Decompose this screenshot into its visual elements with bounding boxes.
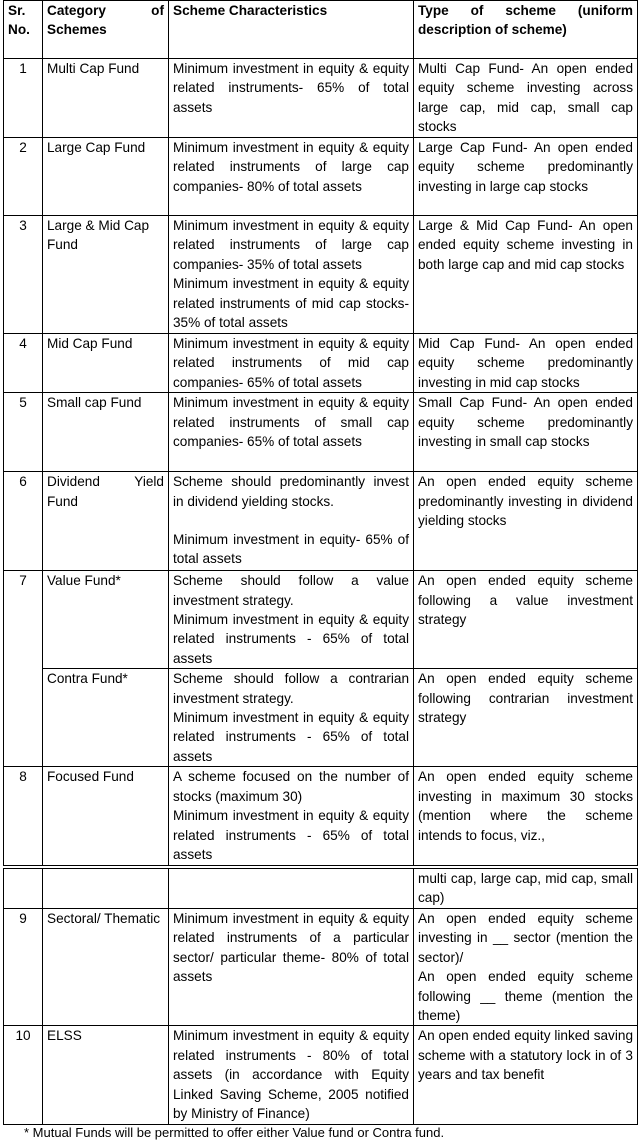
characteristics-text: Scheme should predominantly invest in dividend yielding stocks. <box>173 474 409 509</box>
type-text: An open ended equity scheme investing in maximum 30 stocks (mention where the scheme intends to focus, viz., <box>418 769 633 843</box>
table-row <box>4 59 638 138</box>
table-row <box>4 571 638 669</box>
characteristics-text: Minimum investment in equity & equity related instruments of a particular sector/ particular theme- 80% of total assets <box>173 911 409 985</box>
header-characteristics: Scheme Characteristics <box>169 1 414 59</box>
row-type <box>414 334 638 393</box>
characteristics-text: Minimum investment in equity & equity related instruments of large cap companies- 35% of total assets <box>173 218 409 272</box>
header-category: Category of Schemes <box>43 1 169 59</box>
type-text: multi cap, large cap, mid cap, small cap) <box>418 871 633 906</box>
row-type <box>414 1026 638 1125</box>
table-header-row <box>4 1 638 59</box>
row-type <box>414 393 638 472</box>
table-row <box>4 909 638 1026</box>
row-type <box>414 767 638 866</box>
type-text: Mid Cap Fund- An open ended equity scheme predominantly investing in mid cap stocks <box>418 336 633 390</box>
table-row <box>4 393 638 472</box>
row-type <box>414 571 638 669</box>
row-category: Small cap Fund <box>43 393 169 472</box>
row-type <box>414 869 638 909</box>
type-text: An open ended equity scheme following a value investment strategy <box>418 573 633 628</box>
table-row <box>4 669 638 767</box>
row-characteristics <box>169 393 414 472</box>
table-row <box>4 138 638 216</box>
row-category: ELSS <box>43 1026 169 1125</box>
characteristics-text: Minimum investment in equity & equity related instruments - 65% of total assets <box>173 612 409 666</box>
row-type <box>414 669 638 767</box>
characteristics-text: Minimum investment in equity & equity related instruments - 80% of total assets (in accordance with Equity Linked Saving Scheme, 2005 notified by Ministry of Finance) <box>173 1028 409 1122</box>
characteristics-text: Scheme should follow a contrarian investment strategy. <box>173 671 409 706</box>
row-sr: 8 <box>4 767 43 866</box>
paragraph-gap <box>173 511 409 530</box>
table-row <box>4 334 638 393</box>
row-characteristics <box>169 869 414 909</box>
row-type <box>414 216 638 334</box>
row-sr: 3 <box>4 216 43 334</box>
row-category: Multi Cap Fund <box>43 59 169 138</box>
row-characteristics <box>169 59 414 138</box>
schemes-table <box>3 0 638 866</box>
row-characteristics <box>169 216 414 334</box>
row-sr: 4 <box>4 334 43 393</box>
row-sr: 5 <box>4 393 43 472</box>
row-category: Contra Fund* <box>43 669 169 767</box>
characteristics-text: Scheme should follow a value investment strategy. <box>173 573 409 608</box>
characteristics-text: Minimum investment in equity & equity related instruments of small cap companies- 65% of total assets <box>173 395 409 450</box>
table-row <box>4 767 638 866</box>
row-characteristics <box>169 909 414 1026</box>
type-text: An open ended equity scheme following __ theme (mention the theme) <box>418 969 633 1024</box>
row-category: Large & Mid Cap Fund <box>43 216 169 334</box>
header-sr: Sr. No. <box>4 1 43 59</box>
type-text: Large Cap Fund- An open ended equity scheme predominantly investing in large cap stocks <box>418 140 633 194</box>
row-category: Mid Cap Fund <box>43 334 169 393</box>
characteristics-text: Minimum investment in equity & equity related instruments of mid cap companies- 65% of total assets <box>173 336 409 390</box>
header-type: Type of scheme (uniform description of scheme) <box>414 1 638 59</box>
row-type <box>414 138 638 216</box>
row-characteristics <box>169 1026 414 1125</box>
schemes-table-continued <box>3 868 638 1125</box>
row-sr: 10 <box>4 1026 43 1125</box>
table-row <box>4 216 638 334</box>
characteristics-text: Minimum investment in equity & equity related instruments- 65% of total assets <box>173 61 409 115</box>
row-type <box>414 472 638 571</box>
row-characteristics <box>169 334 414 393</box>
characteristics-text: Minimum investment in equity & equity related instruments of mid cap stocks- 35% of total assets <box>173 276 409 331</box>
characteristics-text: A scheme focused on the number of stocks (maximum 30) <box>173 769 409 804</box>
type-text: An open ended equity scheme predominantly investing in dividend yielding stocks <box>418 474 633 529</box>
row-characteristics <box>169 138 414 216</box>
type-text: Small Cap Fund- An open ended equity scheme predominantly investing in small cap stocks <box>418 395 633 450</box>
row-sr <box>4 869 43 909</box>
row-category: Large Cap Fund <box>43 138 169 216</box>
type-text: An open ended equity scheme investing in __ sector (mention the sector)/ <box>418 911 633 965</box>
characteristics-text: Minimum investment in equity & equity related instruments of large cap companies- 80% of total assets <box>173 140 409 194</box>
type-text: Multi Cap Fund- An open ended equity scheme investing across large cap, mid cap, small cap stocks <box>418 61 633 135</box>
row-characteristics <box>169 571 414 669</box>
row-sr: 9 <box>4 909 43 1026</box>
type-text: Large & Mid Cap Fund- An open ended equity scheme investing in both large cap and mid cap stocks <box>418 218 633 272</box>
row-characteristics <box>169 472 414 571</box>
characteristics-text: Minimum investment in equity & equity related instruments - 65% of total assets <box>173 710 409 764</box>
row-type <box>414 59 638 138</box>
row-characteristics <box>169 669 414 767</box>
row-category <box>43 869 169 909</box>
row-sr: 6 <box>4 472 43 571</box>
row-category: Focused Fund <box>43 767 169 866</box>
characteristics-text: Minimum investment in equity & equity related instruments - 65% of total assets <box>173 808 409 862</box>
table-row <box>4 1026 638 1125</box>
table-row <box>4 869 638 909</box>
row-sr: 2 <box>4 138 43 216</box>
type-text: An open ended equity scheme following contrarian investment strategy <box>418 671 633 726</box>
type-text: An open ended equity linked saving scheme with a statutory lock in of 3 years and tax benefit <box>418 1028 633 1083</box>
row-sr: 1 <box>4 59 43 138</box>
table-row <box>4 472 638 571</box>
row-category: Dividend Yield Fund <box>43 472 169 571</box>
footnote: * Mutual Funds will be permitted to offer either Value fund or Contra fund. <box>24 1125 445 1140</box>
row-category: Sectoral/ Thematic <box>43 909 169 1026</box>
row-sr: 7 <box>4 571 43 767</box>
row-type <box>414 909 638 1026</box>
characteristics-text: Minimum investment in equity- 65% of total assets <box>173 532 409 567</box>
row-characteristics <box>169 767 414 866</box>
row-category: Value Fund* <box>43 571 169 669</box>
